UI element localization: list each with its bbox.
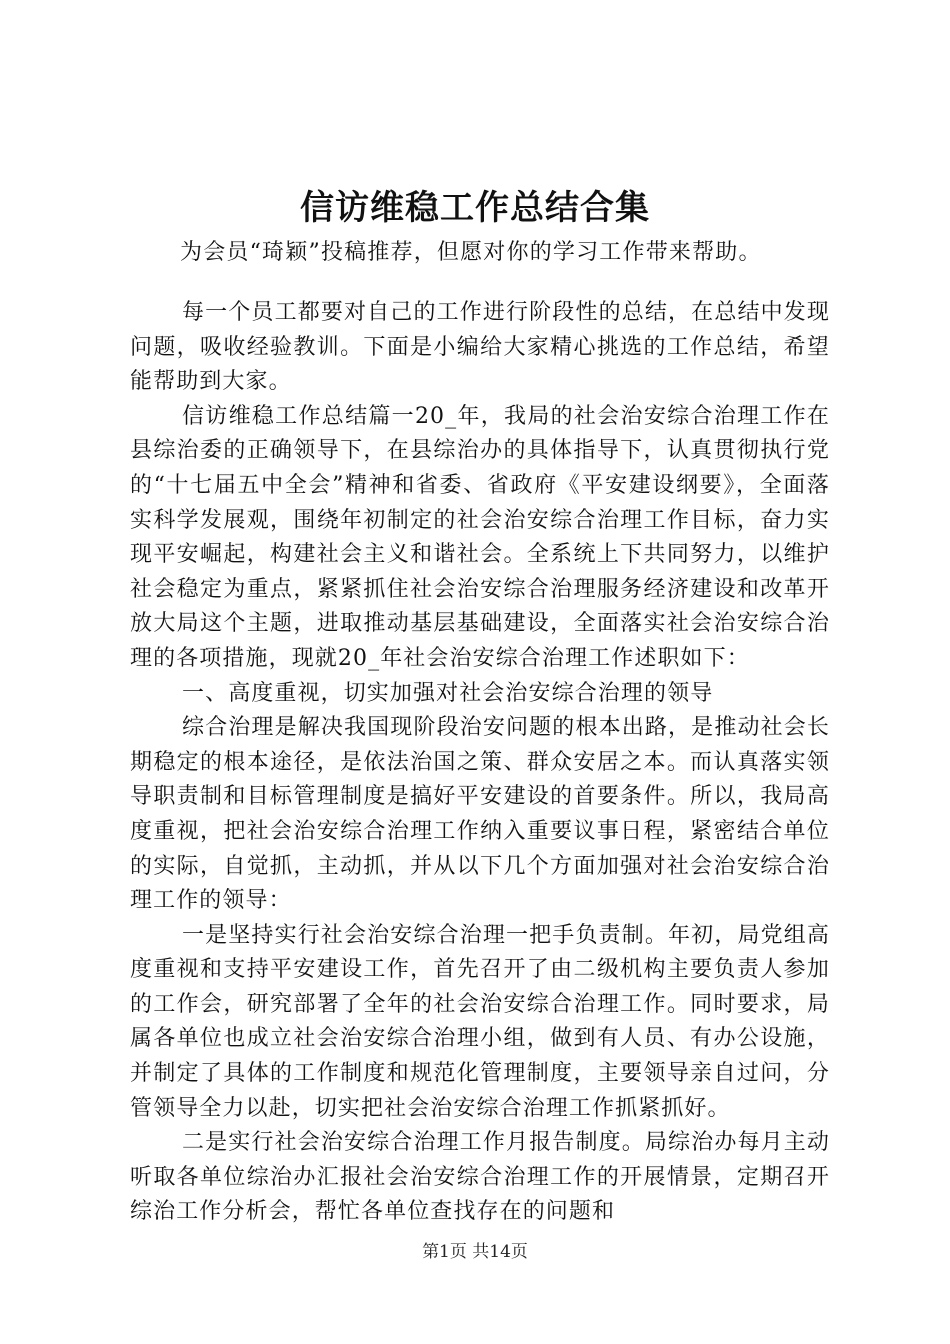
document-title: 信访维稳工作总结合集 — [300, 188, 650, 228]
paragraph: 综合治理是解决我国现阶段治安问题的根本出路，是推动社会长期稳定的根本途径，是依法治国之策、群众安居之本。而认真落实领导职责制和目标管理制度是搞好平安建设的首要条件。所以，我局高度重视，把社会治安综合治理工作纳入重要议事日程，紧密结合单位的实际，自觉抓，主动抓，并从以下几个方面加强对社会治安综合治理工作的领导： — [130, 715, 830, 914]
paragraph: 一是坚持实行社会治安综合治理一把手负责制。年初，局党组高度重视和支持平安建设工作，首先召开了由二级机构主要负责人参加的工作会，研究部署了全年的社会治安综合治理工作。同时要求，局属各单位也成立社会治安综合治理小组，做到有人员、有办公设施，并制定了具体的工作制度和规范化管理制度，主要领导亲自过问，分管领导全力以赴，切实把社会治安综合治理工作抓紧抓好。 — [130, 922, 830, 1121]
section-heading: 一、高度重视，切实加强对社会治安综合治理的领导 — [182, 680, 714, 706]
paragraph: 二是实行社会治安综合治理工作月报告制度。局综治办每月主动听取各单位综治办汇报社会治安综合治理工作的开展情景，定期召开综治工作分析会，帮忙各单位查找存在的问题和 — [130, 1130, 830, 1225]
paragraph: 信访维稳工作总结篇一20_年，我局的社会治安综合治理工作在县综治委的正确领导下，在县综治办的具体指导下，认真贯彻执行党的“十七届五中全会”精神和省委、省政府《平安建设纲要》，全面落实科学发展观，围绕年初制定的社会治安综合治理工作目标，奋力实现平安崛起，构建社会主义和谐社会。全系统上下共同努力，以维护社会稳定为重点，紧紧抓住社会治安综合治理服务经济建设和改革开放大局这个主题，进取推动基层基础建设，全面落实社会治安综合治理的各项措施，现就20_年社会治安综合治理工作述职如下： — [130, 403, 830, 671]
intro-note: 为会员“琦颖”投稿推荐，但愿对你的学习工作带来帮助。 — [180, 240, 762, 265]
paragraph: 每一个员工都要对自己的工作进行阶段性的总结，在总结中发现问题，吸收经验教训。下面是小编给大家精心挑选的工作总结，希望能帮助到大家。 — [130, 300, 830, 395]
page-footer: 第1页 共14页 — [422, 1242, 528, 1262]
document-body — [130, 296, 830, 1230]
